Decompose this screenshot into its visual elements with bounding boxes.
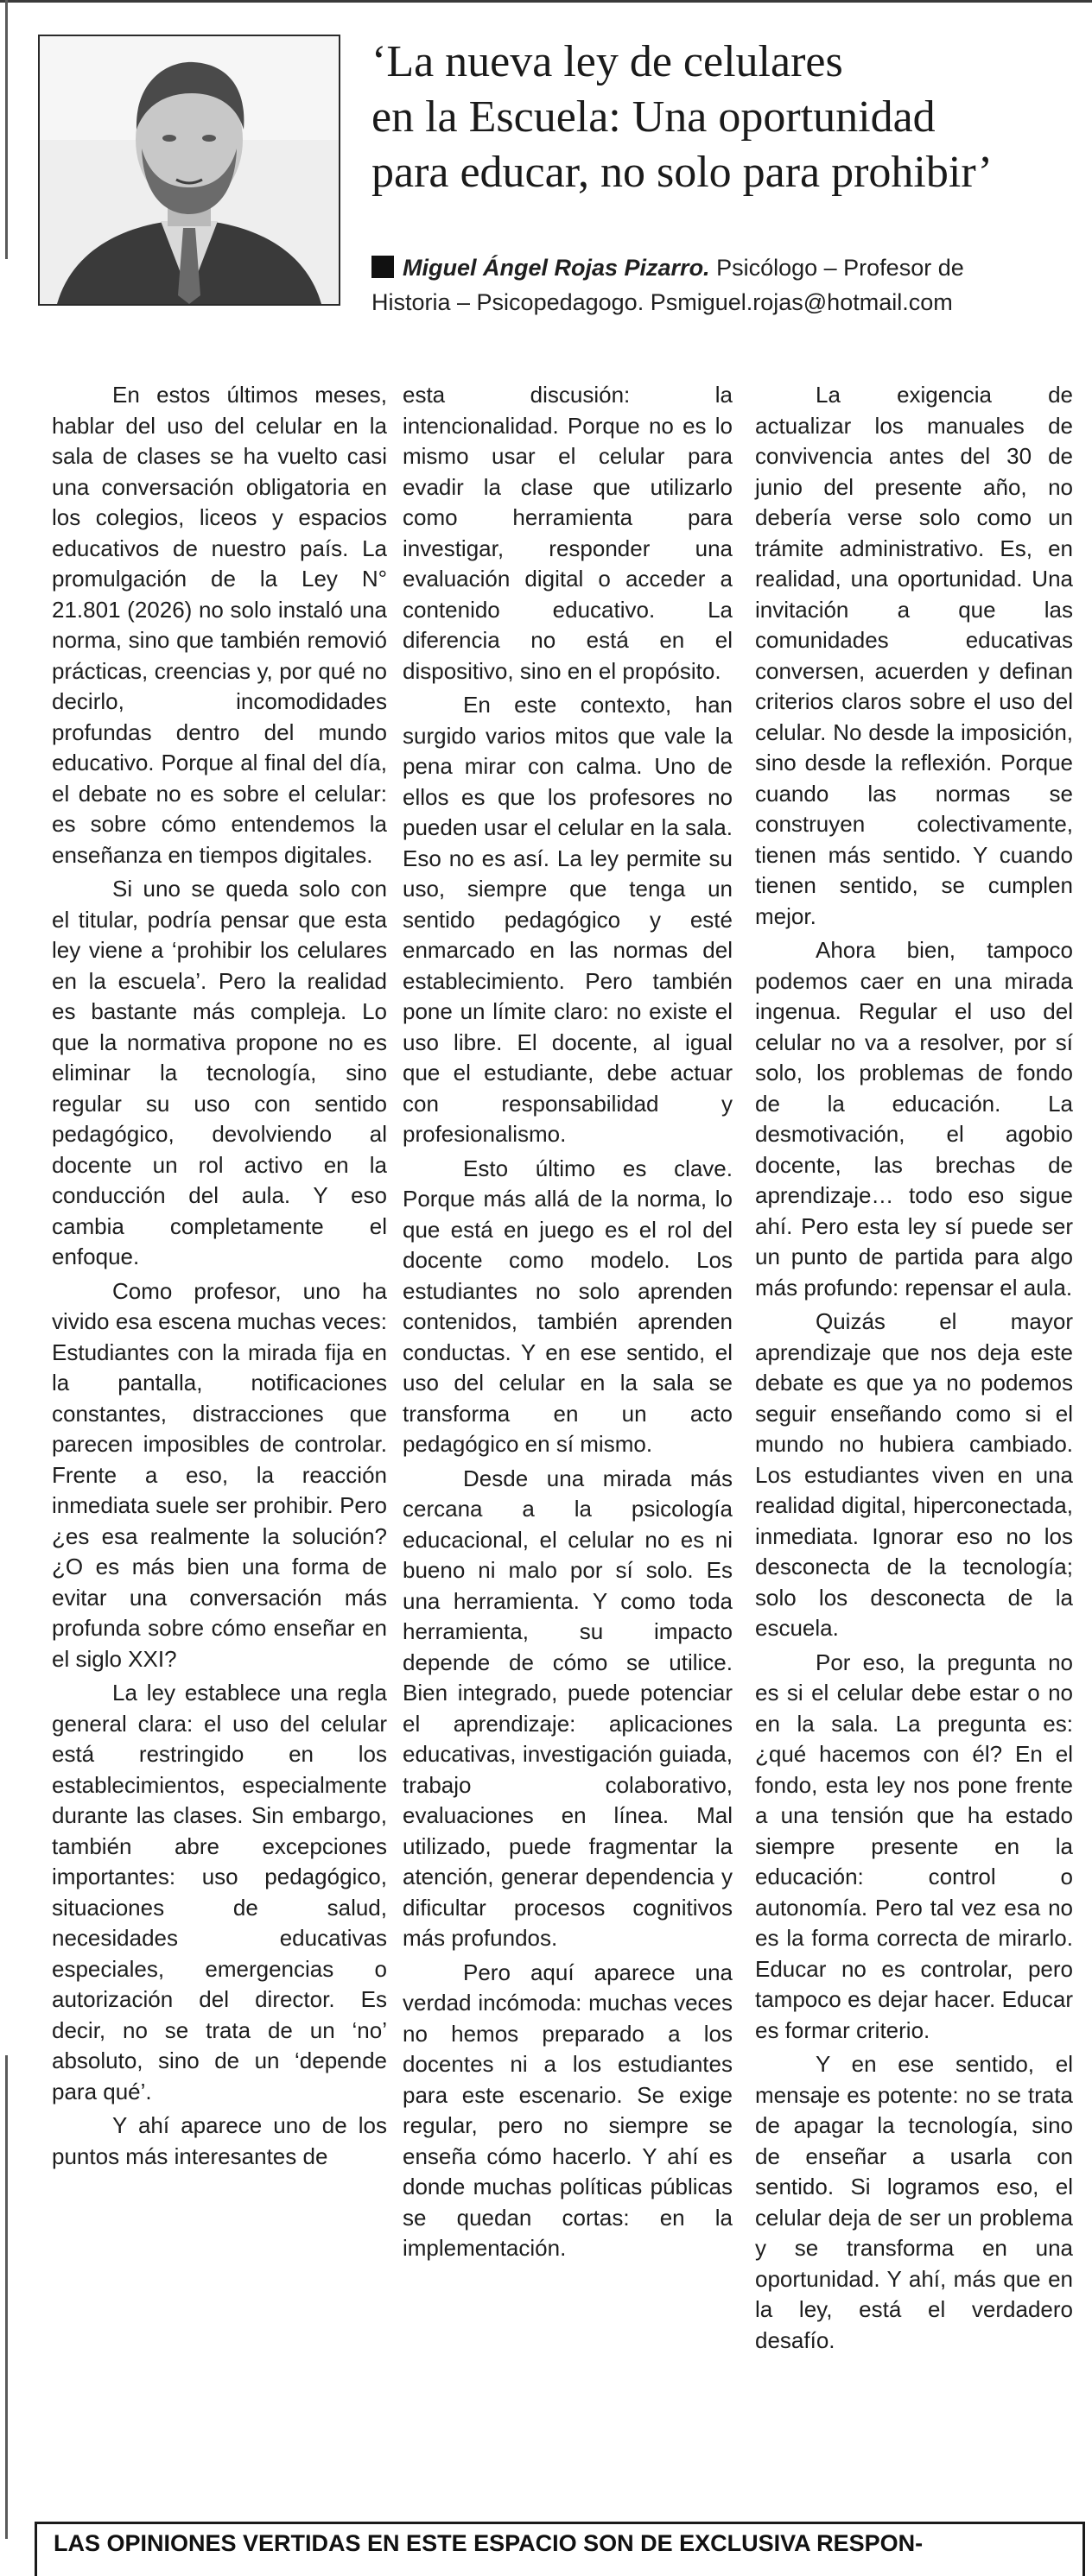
black-square-marker-icon [371,256,394,278]
author-role-first-line: Psicólogo – Profesor de [716,255,964,281]
headline-line-3: para educar, no solo para prohibir’ [371,148,993,197]
article-column-1 [52,380,387,2175]
left-margin-rule [5,0,8,259]
paragraph-continuation: esta discusión: la intencionalidad. Porque no es lo mismo usar el celular para evadir la clase que utilizarlo como herramienta para investigar, responder una evaluación digital o acceder a contenido educativo. La diferencia no está en el dispositivo, sino en el propósito. [403,382,733,684]
paragraph: En este contexto, han surgido varios mitos que vale la pena mirar con calma. Uno de ellos es que los profesores no pueden usar el celular en la sala. Eso no es así. La ley permite su uso, siempre que tenga un sentido pedagógico y esté enmarcado en las normas del establecimiento. Pero también pone un límite claro: no existe el uso libre. El docente, al igual que el estudiante, debe actuar con responsabilidad y profesionalismo. [403,692,733,1147]
paragraph: Si uno se queda solo con el titular, podría pensar que esta ley viene a ‘prohibir los celulares en la escuela’. Pero la realidad es bastante más compleja. Lo que la normativa propone no es eliminar la tecnología, sino regular su uso con sentido pedagógico, devolviendo al docente un rol activo en la conducción del aula. Y eso cambia completamente el enfoque. [52,876,387,1269]
author-byline [371,250,1063,320]
author-role-second-line: Historia – Psicopedagogo. Psmiguel.rojas@hotmail.com [371,289,953,315]
paragraph: La exigencia de actualizar los manuales de convivencia antes del 30 de junio del presente año, no debería verse solo como un trámite administrativo. Es, en realidad, una oportunidad. Una invitación a que las comunidades educativas conversen, acuerden y definan criterios claros sobre el uso del celular. No desde la imposición, sino desde la reflexión. Porque cuando las normas se construyen colectivamente, tienen más sentido. Y cuando tienen sentido, se cumplen mejor. [755,382,1073,929]
author-portrait-illustration [40,36,339,304]
top-rule [0,0,1092,3]
disclaimer-text: LAS OPINIONES VERTIDAS EN ESTE ESPACIO SON DE EXCLUSIVA RESPON- [54,2530,924,2556]
paragraph: Ahora bien, tampoco podemos caer en una mirada ingenua. Regular el uso del celular no va a resolver, por sí solo, los problemas de fondo de la educación. La desmotivación, el agobio docente, las brechas de aprendizaje… todo eso sigue ahí. Pero esta ley sí puede ser un punto de partida para algo más profundo: repensar el aula. [755,937,1073,1301]
author-name: Miguel Ángel Rojas Pizarro. [403,255,710,281]
author-photo [38,35,340,306]
headline-line-2: en la Escuela: Una oportunidad [371,92,936,142]
paragraph: Quizás el mayor aprendizaje que nos deja este debate es que ya no podemos seguir enseñando como si el mundo no hubiera cambiado. Los estudiantes viven en una realidad digital, hiperconectada, inmediata. Ignorar eso no los desconecta de la tecnología; solo los desconecta de la escuela. [755,1308,1073,1641]
paragraph: En estos últimos meses, hablar del uso del celular en la sala de clases se ha vuelto casi una conversación obligatoria en los colegios, liceos y espacios educativos de nuestro país. La promulgación de la Ley N° 21.801 (2026) no solo instaló una norma, sino que también removió prácticas, creencias y, por qué no decirlo, incomodidades profundas dentro del mundo educativo. Porque al final del día, el debate no es sobre el celular: es sobre cómo entendemos la enseñanza en tiempos digitales. [52,382,387,868]
paragraph: Como profesor, uno ha vivido esa escena muchas veces: Estudiantes con la mirada fija en la pantalla, notificaciones constantes, distracciones que parecen imposibles de controlar. Frente a eso, la reacción inmediata suele ser prohibir. Pero ¿es esa realmente la solución? ¿O es más bien una forma de evitar una conversación más profunda sobre cómo enseñar en el siglo XXI? [52,1277,387,1672]
article-headline [371,35,1063,200]
headline-line-1: ‘La nueva ley de celulares [371,37,843,86]
paragraph: Pero aquí aparece una verdad incómoda: muchas veces no hemos preparado a los docentes ni a los estudiantes para este escenario. Se exige regular, pero no siempre se enseña cómo hacerlo. Y ahí es donde muchas políticas públicas se quedan cortas: en la implementación. [403,1959,733,2261]
paragraph: Por eso, la pregunta no es si el celular debe estar o no en la sala. La pregunta es: ¿qué hacemos con él? En el fondo, esta ley nos pone frente a una tensión que ha estado siempre presente en la educación: control o autonomía. Pero tal vez esa no es la forma correcta de mirarlo. Educar no es controlar, pero tampoco es dejar hacer. Educar es formar criterio. [755,1649,1073,2043]
paragraph: La ley establece una regla general clara: el uso del celular está restringido en los establecimientos, especialmente durante las clases. Sin embargo, también abre excepciones importantes: uso pedagógico, situaciones de salud, necesidades educativas especiales, emergencias o autorización del director. Es decir, no se trata de un ‘no’ absoluto, sino de un ‘depende para qué’. [52,1680,387,2104]
article-column-3 [755,380,1073,2359]
left-margin-rule-lower [5,2055,8,2539]
article-column-2 [403,380,733,2268]
paragraph: Desde una mirada más cercana a la psicología educacional, el celular no es ni bueno ni malo por sí solo. Es una herramienta. Y como toda herramienta, su impacto depende de cómo se utilice. Bien integrado, puede potenciar el aprendizaje: aplicaciones educativas, investigación guiada, trabajo colaborativo, evaluaciones en línea. Mal utilizado, puede fragmentar la atención, generar dependencia y dificultar procesos cognitivos más profundos. [403,1465,733,1951]
paragraph: Esto último es clave. Porque más allá de la norma, lo que está en juego es el rol del docente como modelo. Los estudiantes no solo aprenden contenidos, también aprenden conductas. Y en ese sentido, el uso del celular en la sala se transforma en un acto pedagógico en sí mismo. [403,1155,733,1457]
paragraph: Y ahí aparece uno de los puntos más interesantes de [52,2112,387,2169]
paragraph: Y en ese sentido, el mensaje es potente: no se trata de apagar la tecnología, sino de enseñar a usarla con sentido. Si logramos eso, el celular deja de ser un problema y se transforma en una oportunidad. Y ahí, más que en la ley, está el verdadero desafío. [755,2051,1073,2353]
